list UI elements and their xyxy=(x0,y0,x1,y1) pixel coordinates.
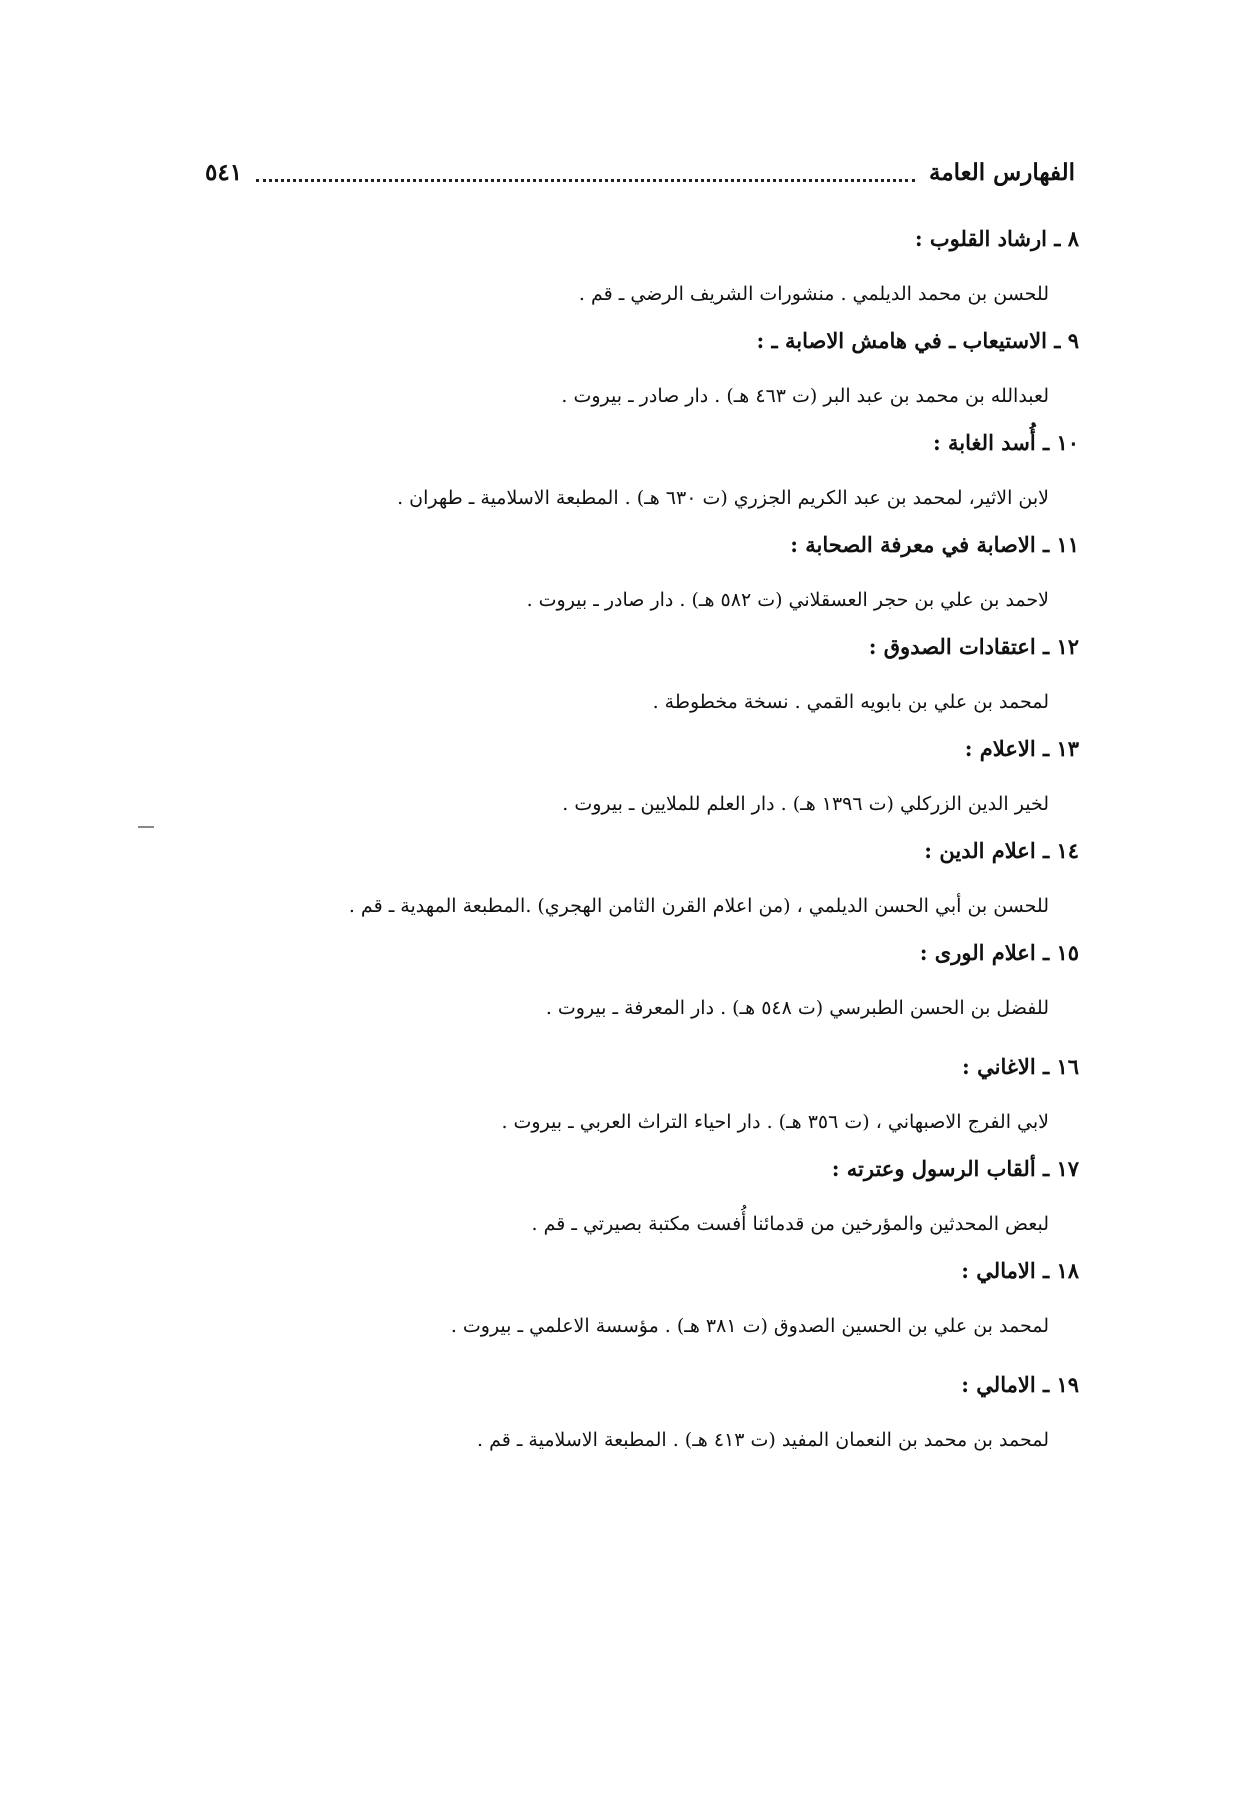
bibliography-entry xyxy=(199,324,1079,420)
entry-heading: ١١ ـ الاصابة في معرفة الصحابة : xyxy=(790,532,1079,557)
bibliography-entry xyxy=(199,1152,1079,1248)
bibliography-entry xyxy=(199,732,1079,828)
entry-heading: ١٩ ـ الامالي : xyxy=(961,1372,1079,1397)
header-dot-leader xyxy=(256,179,915,182)
bibliography-entry xyxy=(199,834,1079,930)
entry-heading: ١٧ ـ ألقاب الرسول وعترته : xyxy=(831,1156,1079,1181)
entry-text: لاحمد بن علي بن حجر العسقلاني (ت ٥٨٢ هـ) . دار صادر ـ بيروت . xyxy=(526,589,1049,611)
bibliography-entry xyxy=(199,630,1079,726)
page-number: ٥٤١ xyxy=(205,158,243,186)
bibliography-entry xyxy=(199,222,1079,318)
entry-text: لمحمد بن محمد بن النعمان المفيد (ت ٤١٣ هـ) . المطبعة الاسلامية ـ قم . xyxy=(476,1429,1049,1451)
entry-heading: ١٢ ـ اعتقادات الصدوق : xyxy=(868,634,1079,659)
entry-heading: ١٥ ـ اعلام الورى : xyxy=(919,940,1079,965)
running-header xyxy=(205,150,1075,194)
entry-heading: ١٦ ـ الاغاني : xyxy=(962,1054,1079,1079)
entry-text: لابي الفرج الاصبهاني ، (ت ٣٥٦ هـ) . دار احياء التراث العربي ـ بيروت . xyxy=(501,1111,1049,1133)
entry-heading: ٨ ـ ارشاد القلوب : xyxy=(914,226,1079,251)
entry-text: للحسن بن محمد الديلمي . منشورات الشريف الرضي ـ قم . xyxy=(578,283,1049,305)
entry-text: لابن الاثير، لمحمد بن عبد الكريم الجزري (ت ٦٣٠ هـ) . المطبعة الاسلامية ـ طهران . xyxy=(397,487,1049,509)
header-title: الفهارس العامة xyxy=(929,158,1075,186)
entry-text: لخير الدين الزركلي (ت ١٣٩٦ هـ) . دار العلم للملايين ـ بيروت . xyxy=(562,793,1049,815)
bibliography-entry xyxy=(199,936,1079,1032)
entry-text: للحسن بن أبي الحسن الديلمي ، (من اعلام القرن الثامن الهجري) .المطبعة المهدية ـ قم . xyxy=(348,895,1049,917)
entry-heading: ١٣ ـ الاعلام : xyxy=(964,736,1079,761)
entry-text: لعبدالله بن محمد بن عبد البر (ت ٤٦٣ هـ) . دار صادر ـ بيروت . xyxy=(561,385,1049,407)
entry-heading: ١٠ ـ أُسد الغابة : xyxy=(932,430,1079,455)
entry-heading: ٩ ـ الاستيعاب ـ في هامش الاصابة ـ : xyxy=(756,328,1079,353)
entry-text: لبعض المحدثين والمؤرخين من قدمائنا أُفست مكتبة بصيرتي ـ قم . xyxy=(531,1213,1049,1235)
entry-text: لمحمد بن علي بن الحسين الصدوق (ت ٣٨١ هـ) . مؤسسة الاعلمي ـ بيروت . xyxy=(450,1315,1049,1337)
bibliography-list xyxy=(199,222,1079,1470)
entry-text: للفضل بن الحسن الطبرسي (ت ٥٤٨ هـ) . دار المعرفة ـ بيروت . xyxy=(545,997,1049,1019)
bibliography-entry xyxy=(199,1050,1079,1146)
bibliography-entry xyxy=(199,1368,1079,1464)
entry-heading: ١٨ ـ الامالي : xyxy=(961,1258,1079,1283)
entry-heading: ١٤ ـ اعلام الدين : xyxy=(924,838,1079,863)
bibliography-entry xyxy=(199,1254,1079,1350)
scan-artifact-mark xyxy=(138,826,154,828)
bibliography-entry xyxy=(199,528,1079,624)
entry-text: لمحمد بن علي بن بابويه القمي . نسخة مخطوطة . xyxy=(652,691,1049,713)
bibliography-entry xyxy=(199,426,1079,522)
